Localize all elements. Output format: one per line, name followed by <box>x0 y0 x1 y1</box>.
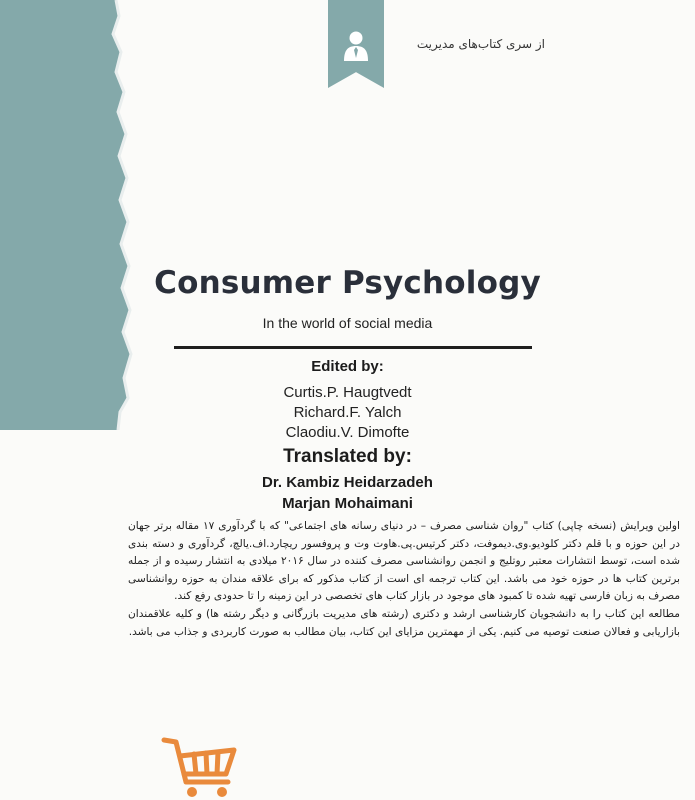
edited-by-label: Edited by: <box>311 358 384 375</box>
businessman-icon <box>342 30 370 62</box>
series-label: از سری کتاب‌های مدیریت <box>416 37 545 51</box>
description-paragraph: مطالعه این کتاب را به دانشجویان کارشناسی ارشد و دکتری (رشته های مدیریت بازرگانی و دیگر رشته ها) و کلیه علاقمندان بازاریابی و فعالان صنعت توصیه می کنیم. یکی از مهمترین مزایای این کتاب، بیان مطالب به صورت کاربردی و جذاب می باشد. <box>128 607 680 638</box>
editor-name: Claodiu.V. Dimofte <box>285 424 410 441</box>
translator-name: Dr. Kambiz Heidarzadeh <box>262 474 433 491</box>
title-divider <box>174 346 532 349</box>
translated-by-label: Translated by: <box>283 446 412 467</box>
book-description <box>128 518 680 641</box>
series-tab <box>328 0 384 88</box>
shopping-cart-icon <box>160 734 240 800</box>
book-title: Consumer Psychology <box>154 265 541 301</box>
description-paragraph: اولین ویرایش (نسخه چاپی) کتاب "روان شناسی مصرف – در دنیای رسانه های اجتماعی" که با گردآوری ۱۷ مقاله برتر جهان در این حوزه و با قلم دکتر کلودیو.وی.دیموفت، دکتر کرتیس.پی.هاوت وت و پروفسور ریچارد.اف.یالچ، گردآوری و دسته بندی شده است، توسط انتشارات معتبر روتلیج و انجمن روانشناسی مصرف کننده در سال ۲۰۱۶ میلادی به انتشار رسیده و از جمله برترین کتاب ها در حوزه خود می باشد. این کتاب ترجمه ای است از کتاب مذکور که برای علاقه مندان به حوزه روانشناسی مصرف به زبان فارسی تهیه شده تا کمبود های موجود در بازار کتاب های تخصصی در این زمینه را تا حدودی رفع کند. <box>128 520 680 603</box>
book-subtitle: In the world of social media <box>262 315 433 331</box>
translator-name: Marjan Mohaimani <box>282 495 413 512</box>
editor-name: Richard.F. Yalch <box>293 404 402 421</box>
editor-name: Curtis.P. Haugtvedt <box>283 384 412 401</box>
